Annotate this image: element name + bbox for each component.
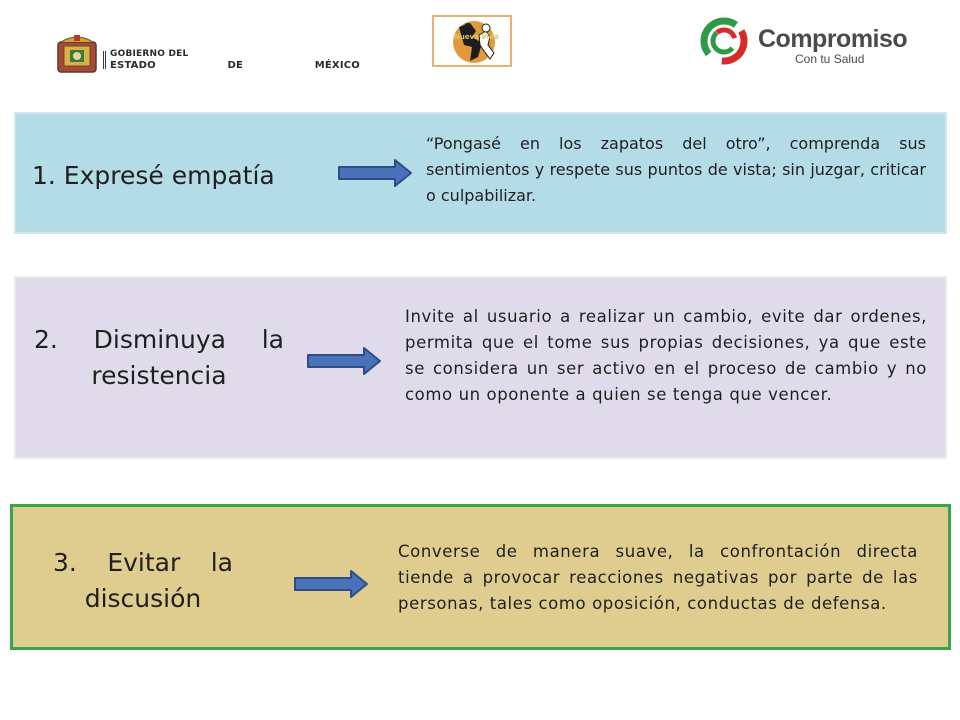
- right-arrow-icon: [293, 569, 369, 599]
- step-2-title-line2: resistencia: [91, 361, 227, 390]
- nueva-vida-logo-art: [434, 17, 510, 65]
- step-2-title: [34, 322, 284, 394]
- right-arrow-icon: [306, 346, 382, 376]
- right-arrow-icon: [337, 158, 413, 188]
- step-3-title-line1: 3. Evitar la: [53, 548, 233, 577]
- gobierno-line2: ESTADO DE MÉXICO: [110, 60, 360, 71]
- nueva-vida-text: Nueva Vida: [454, 33, 499, 41]
- step-3-title-line2: discusión: [84, 584, 202, 613]
- gobierno-estado-mexico-logo: [55, 34, 360, 78]
- compromiso-ring-icon: [700, 14, 752, 66]
- step-3-title: [53, 545, 233, 617]
- compromiso-logo: [700, 14, 910, 72]
- coat-of-arms-icon: [55, 34, 99, 74]
- step-3-panel: [10, 504, 951, 650]
- gobierno-line1: GOBIERNO DEL: [110, 49, 189, 59]
- step-1-panel: [14, 112, 947, 234]
- divider-lines: [103, 51, 107, 69]
- step-2-description: Invite al usuario a realizar un cambio, evite dar ordenes, permita que el tome sus propias decisiones, ya que este se considera un ser activo en el proceso de cambio y no como un oponente a quien se tenga que vencer.: [405, 307, 927, 404]
- step-1-title: 1. Expresé empatía: [32, 161, 275, 190]
- nueva-vida-logo: [432, 15, 512, 67]
- compromiso-tagline: Con tu Salud: [795, 52, 865, 66]
- step-2-title-line1: 2. Disminuya la: [34, 325, 284, 354]
- compromiso-word: Compromiso: [758, 25, 908, 53]
- step-2-panel: [14, 276, 947, 459]
- step-1-description: “Pongasé en los zapatos del otro”, comprenda sus sentimientos y respete sus puntos de vista; sin juzgar, criticar o culpabilizar.: [426, 134, 926, 205]
- step-3-description: Converse de manera suave, la confrontación directa tiende a provocar reacciones negativas por parte de las personas, tales como oposición, conductas de defensa.: [398, 542, 918, 613]
